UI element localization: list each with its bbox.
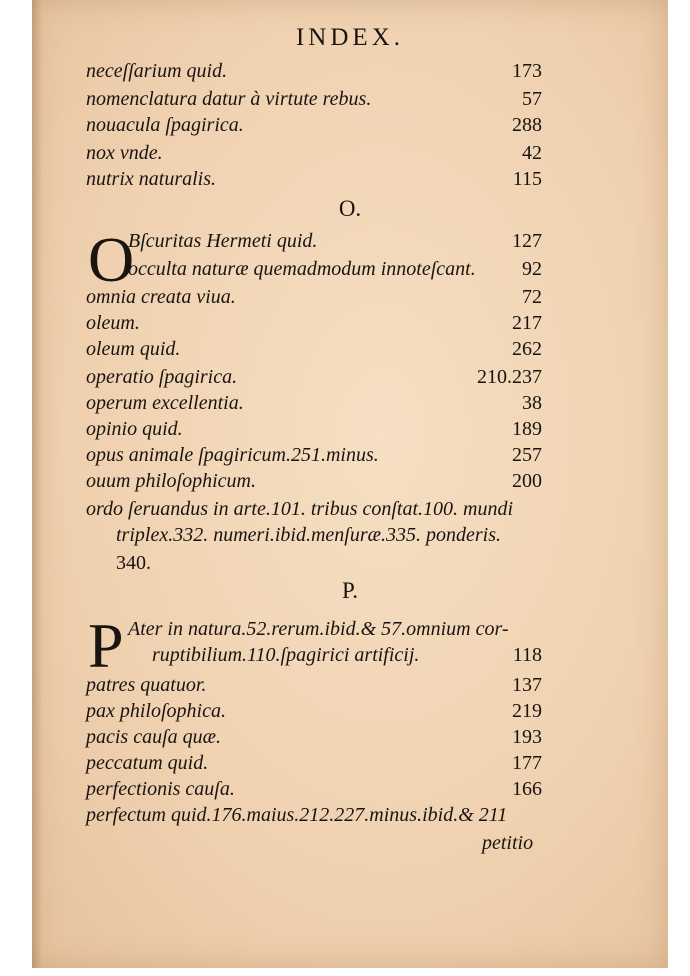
entry-page: 200: [512, 470, 542, 492]
entry-page: 57: [522, 88, 542, 110]
entry-term: operatio ſpagirica.: [86, 366, 238, 388]
index-entry: [86, 444, 542, 470]
page-header: INDEX.: [295, 24, 404, 51]
entry-page: 115: [512, 168, 542, 190]
pater-line-1: Ater in natura.52.rerum.ibid.& 57.omnium cor-: [128, 618, 509, 640]
entry-term: patres quatuor.: [86, 674, 207, 696]
entry-term: nomenclatura datur à virtute rebus.: [86, 88, 372, 110]
entry-page: 189: [512, 418, 542, 440]
index-entry: [86, 60, 542, 86]
section-heading-o: O.: [338, 196, 362, 221]
entry-page: 166: [512, 778, 542, 800]
index-entry: [86, 88, 542, 114]
entry-term: nouacula ſpagirica.: [86, 114, 244, 136]
entry-term: oleum quid.: [86, 338, 181, 360]
entry-term: pax philoſophica.: [86, 700, 226, 722]
index-entry: [86, 366, 542, 392]
entry-page: 262: [512, 338, 542, 360]
drop-cap-o: O: [88, 224, 135, 295]
index-entry: [86, 338, 542, 364]
entry-term: neceſſarium quid.: [86, 60, 228, 82]
entry-page: 38: [522, 392, 542, 414]
index-entry: [86, 674, 542, 700]
section-heading-p: P.: [342, 578, 358, 603]
entry-page: 210.237: [477, 366, 542, 388]
ordo-line-2: triplex.332. numeri.ibid.menſuræ.335. ponderis.: [116, 524, 501, 546]
drop-cap-p: P: [88, 610, 124, 681]
index-entry: [86, 312, 542, 338]
entry-term: peccatum quid.: [86, 752, 209, 774]
entry-page: 193: [512, 726, 542, 748]
entry-term: nox vnde.: [86, 142, 163, 164]
entry-page: 217: [512, 312, 542, 334]
entry-term: opus animale ſpagiricum.251.minus.: [86, 444, 379, 466]
entry-term: perfectum quid.176.maius.212.227.minus.ibid.& 211: [86, 804, 508, 826]
catchword: petitio: [482, 832, 534, 854]
ordo-line-3: 340.: [116, 552, 151, 574]
entry-term: omnia creata viua.: [86, 286, 236, 308]
entry-term: nutrix naturalis.: [86, 168, 217, 190]
entry-term: Bſcuritas Hermeti quid.: [128, 230, 318, 252]
entry-term: oleum.: [86, 312, 140, 334]
index-entry: [86, 804, 542, 830]
index-entry: [86, 726, 542, 752]
entry-term: occulta naturæ quemadmodum innoteſcant.: [128, 258, 476, 280]
entry-page: 173: [512, 60, 542, 82]
index-entry: [86, 286, 542, 312]
entry-page: 137: [512, 674, 542, 696]
index-entry: [86, 418, 542, 444]
entry-term: ouum philoſophicum.: [86, 470, 256, 492]
entry-term: perfectionis cauſa.: [86, 778, 235, 800]
index-entry: [86, 168, 542, 194]
entry-term: operum excellentia.: [86, 392, 244, 414]
entry-term: opinio quid.: [86, 418, 183, 440]
index-entry: [86, 142, 542, 168]
index-entry: [128, 230, 542, 256]
entry-page: 118: [512, 644, 542, 666]
entry-page: 92: [522, 258, 542, 280]
entry-page: 257: [512, 444, 542, 466]
index-entry: [86, 778, 542, 804]
index-entry: [86, 392, 542, 418]
entry-term: ruptibilium.110.ſpagirici artificij.: [152, 644, 420, 666]
index-entry: [128, 258, 542, 284]
index-entry: [86, 752, 542, 778]
entry-term: pacis cauſa quæ.: [86, 726, 221, 748]
entry-page: 127: [512, 230, 542, 252]
entry-page: 177: [512, 752, 542, 774]
index-entry: [86, 470, 542, 496]
entry-page: 42: [522, 142, 542, 164]
entry-page: 219: [512, 700, 542, 722]
entry-page: 72: [522, 286, 542, 308]
entry-page: 288: [512, 114, 542, 136]
index-entry: [152, 644, 542, 670]
index-entry: [86, 114, 542, 140]
ordo-line-1: ordo ſeruandus in arte.101. tribus conſtat.100. mundi: [86, 498, 514, 520]
index-entry: [86, 700, 542, 726]
book-page: [32, 0, 668, 968]
